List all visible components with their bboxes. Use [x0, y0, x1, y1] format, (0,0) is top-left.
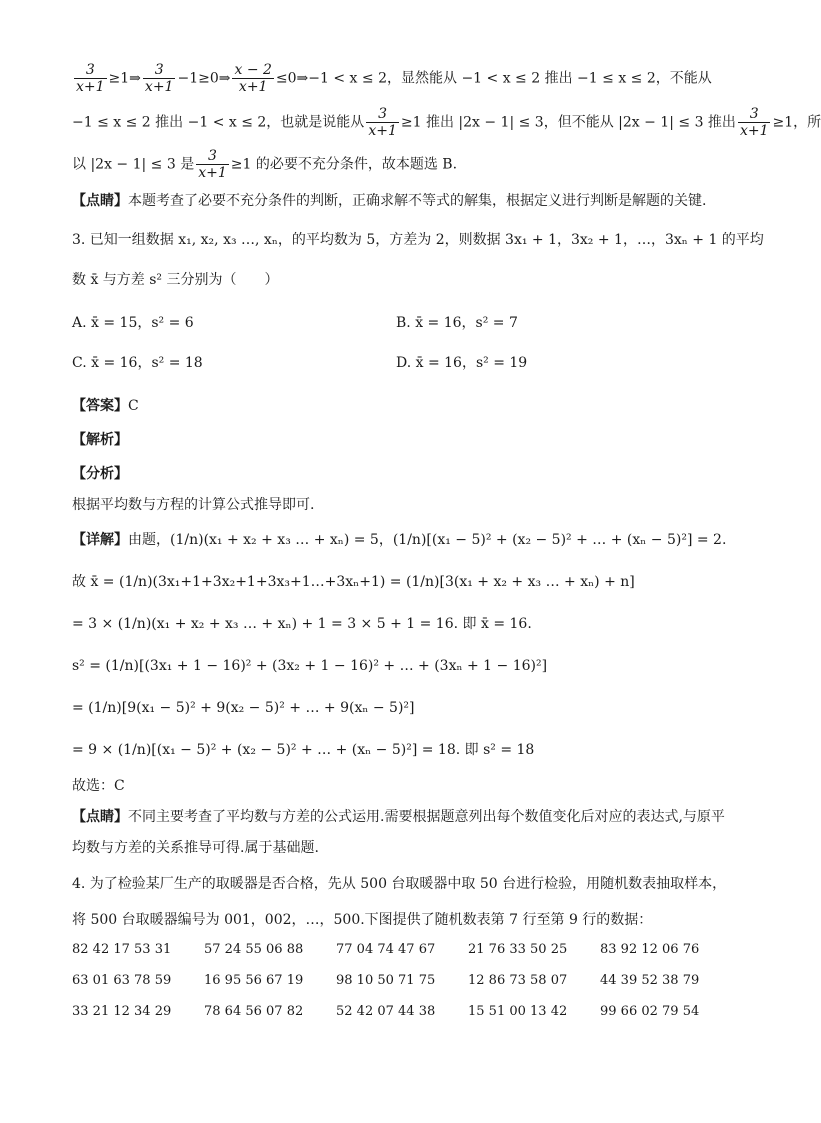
question-3-line-2: 数 x̄ 与方差 s² 三分别为（ ） [72, 272, 279, 288]
detail-line-2: 故 x̄ = (1/n)(3x₁+1+3x₂+1+3x₃+1…+3xₙ+1) = (1/n)[3(x₁ + x₂ + x₃ … + xₙ) + n] [72, 574, 635, 590]
option-a: A. x̄ = 15，s² = 6 [72, 315, 194, 331]
fraction: $\frac{3}{x+1}$ [198, 148, 227, 181]
solution-line-3: 以 |2x − 1| ≤ 3 是 $\frac{3}{x+1}$ ≥1 的必要不充分条件，故本题选 B. [72, 148, 458, 181]
option-b: B. x̄ = 16，s² = 7 [396, 315, 518, 331]
fraction: $\frac{3}{x+1}$ [144, 62, 174, 95]
question-4-line-2: 将 500 台取暖器编号为 001，002，…，500.下图提供了随机数表第 7 行至第 9 行的数据： [72, 912, 653, 928]
detail-line-6: = 9 × (1/n)[(x₁ − 5)² + (x₂ − 5)² + … + (xₙ − 5)²] = 18. 即 s² = 18 [72, 742, 535, 758]
detail-line-5: = (1/n)[9(x₁ − 5)² + 9(x₂ − 5)² + … + 9(xₙ − 5)²] [72, 700, 415, 716]
detail-line-4: s² = (1/n)[(3x₁ + 1 − 16)² + (3x₂ + 1 − 16)² + … + (3xₙ + 1 − 16)²] [72, 658, 548, 674]
detail-line-1: 【详解】由题，(1/n)(x₁ + x₂ + x₃ … + xₙ) = 5，(1/n)[(x₁ − 5)² + (x₂ − 5)² + … + (xₙ − 5)²] = 2. [72, 532, 727, 548]
question-4-line-1: 4. 为了检验某厂生产的取暖器是否合格，先从 500 台取暖器中取 50 台进行检验，用随机数表抽取样本， [72, 876, 727, 892]
fenxi-text: 根据平均数与方程的计算公式推导即可. [72, 497, 315, 513]
option-c: C. x̄ = 16，s² = 18 [72, 355, 203, 371]
detail-line-3: = 3 × (1/n)(x₁ + x₂ + x₃ … + xₙ) + 1 = 3 × 5 + 1 = 16. 即 x̄ = 16. [72, 616, 532, 632]
question-3-line-1: 3. 已知一组数据 x₁, x₂, x₃ …, xₙ，的平均数为 5，方差为 2，则数据 3x₁ + 1，3x₂ + 1，…，3xₙ + 1 的平均 [72, 232, 764, 248]
comment-1: 【点睛】本题考查了必要不充分条件的判断，正确求解不等式的解集，根据定义进行判断是解题的关键. [72, 193, 707, 209]
option-d: D. x̄ = 16，s² = 19 [396, 355, 528, 371]
fraction: $\frac{3}{x+1}$ [76, 62, 105, 95]
random-table-row: 82 42 17 53 31 57 24 55 06 88 77 04 74 47 67 21 76 33 50 25 83 92 12 06 76 [72, 942, 700, 957]
answer-choice: 故选：C [72, 778, 125, 794]
fraction: $\frac{3}{x+1}$ [739, 106, 769, 139]
answer-line: 【答案】C [72, 398, 139, 414]
solution-line-1: $\frac{3}{x+1}$ ≥1⇒ $\frac{3}{x+1}$ −1≥0⇒ $\frac{x - 2}{x+1}$ ≤0⇒−1 < x ≤ 2，显然能从 −1 < x ≤ 2 推出 −1 ≤ x ≤ 2，不能从 [76, 62, 712, 95]
fenxi-heading: 【分析】 [72, 466, 128, 482]
random-table-row: 33 21 12 34 29 78 64 56 07 82 52 42 07 44 38 15 51 00 13 42 99 66 02 79 54 [72, 1004, 700, 1019]
comment-2-line-2: 均数与方差的关系推导可得.属于基础题. [72, 840, 319, 856]
random-table-row: 63 01 63 78 59 16 95 56 67 19 98 10 50 71 75 12 86 73 58 07 44 39 52 38 79 [72, 973, 700, 988]
fraction: $\frac{x - 2}{x+1}$ [234, 62, 272, 95]
comment-2-line-1: 【点睛】不同主要考查了平均数与方差的公式运用.需要根据题意列出每个数值变化后对应的表达式,与原平 [72, 809, 725, 825]
fraction: $\frac{3}{x+1}$ [368, 106, 397, 139]
analysis-heading: 【解析】 [72, 432, 128, 448]
solution-line-2: −1 ≤ x ≤ 2 推出 −1 < x ≤ 2，也就是说能从 $\frac{3}{x+1}$ ≥1 推出 |2x − 1| ≤ 3，但不能从 |2x − 1| ≤ 3 推出 $\frac{3}{x+1}$ ≥1，所 [72, 106, 821, 139]
